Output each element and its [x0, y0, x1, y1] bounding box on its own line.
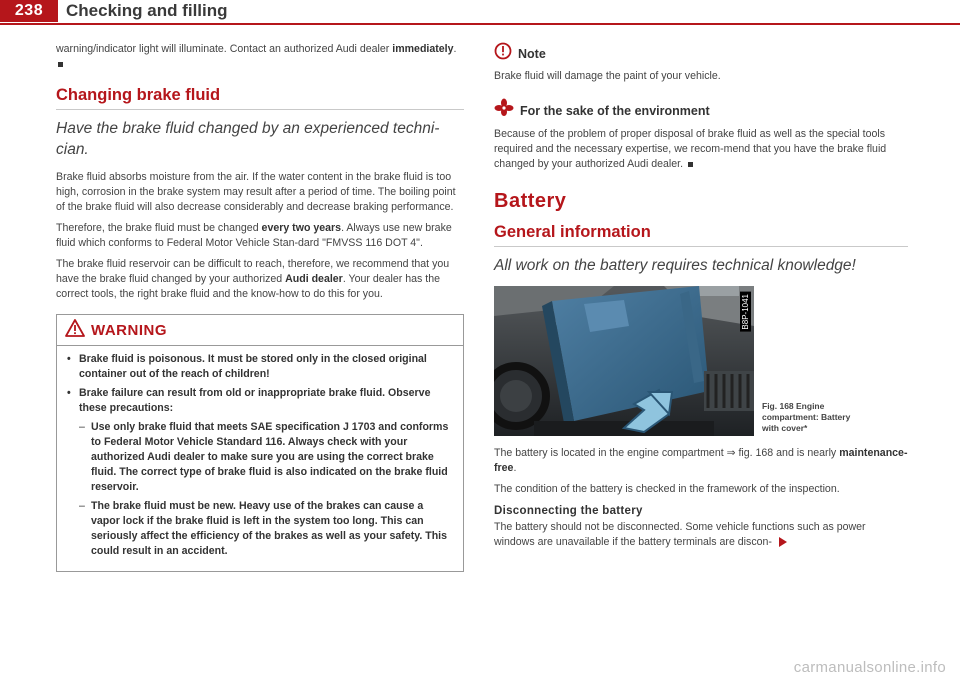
continue-arrow-icon: [779, 537, 787, 547]
figure-caption: Fig. 168 Engine compartment: Battery with cover*: [762, 401, 851, 433]
disconnecting-paragraph: The battery should not be disconnected. Some vehicle functions such as power windows are unavailable if the battery terminals are discon-: [494, 521, 866, 548]
lead-text: Have the brake fluid changed by an experienced techni-cian.: [56, 120, 440, 158]
left-column: [56, 42, 464, 572]
warning-dash-item: – Use only brake fluid that meets SAE specification J 1703 and conforms to Federal Motor Vehicle Standard 116. Always check with your authorized Audi dealer to make sure you are using the correct brake fluid. The correct type of brake fluid is also indicated on the brake fluid reservoir.: [79, 421, 449, 493]
battery-lead-text: All work on the battery requires technical knowledge!: [494, 257, 856, 274]
engine-compartment-photo: [494, 286, 754, 436]
warning-dash-item: – The brake fluid must be new. Heavy use of the brakes can cause a vapor lock if the brake fluid is left in the system too long. This can seriously affect the efficiency of the brakes as well as your safety. This could result in an accident.: [79, 500, 448, 557]
heading-rule: [494, 246, 908, 247]
end-mark: [688, 162, 693, 167]
battery-location-paragraph: The battery is located in the engine compartment ⇒ fig. 168 and is nearly maintenance-free.: [494, 447, 908, 474]
warning-header: [57, 315, 463, 346]
note-header: [494, 42, 908, 65]
heading-rule: [56, 109, 464, 110]
warning-bullet: • Brake failure can result from old or inappropriate brake fluid. Observe these precautions:: [67, 387, 431, 414]
paragraph-moisture: Brake fluid absorbs moisture from the air. If the water content in the brake fluid is too high, corrosion in the brake system may result after a period of time. The boiling point of the brake fluid will also decrease considerably and decrease braking performance.: [56, 171, 456, 213]
note-circle-icon: [494, 42, 512, 65]
intro-paragraph: warning/indicator light will illuminate. Contact an authorized Audi dealer immediately.: [56, 42, 464, 72]
section-title: Checking and filling: [66, 1, 228, 20]
watermark: carmanualsonline.info: [793, 659, 946, 676]
battery-heading: Battery: [494, 190, 567, 212]
warning-bullet: • Brake fluid is poisonous. It must be stored only in the closed original container out of the reach of children!: [67, 353, 427, 380]
disconnecting-battery-heading: Disconnecting the battery: [494, 505, 643, 517]
right-column: [494, 42, 908, 556]
header-rule: [0, 23, 960, 25]
environment-text: Because of the problem of proper disposal of brake fluid as well as the special tools required and the necessary expertise, we recom-mend that you have the brake fluid changed by your authorized Audi dealer.: [494, 128, 887, 170]
figure-168: [494, 286, 908, 436]
leaf-icon: [494, 98, 514, 123]
warning-title: WARNING: [91, 322, 167, 339]
general-information-heading: General information: [494, 223, 651, 241]
figure-reference-link[interactable]: ⇒ fig. 168: [726, 447, 774, 459]
note-text: Brake fluid will damage the paint of your vehicle.: [494, 70, 721, 82]
figure-code: B8P-1041: [741, 294, 750, 330]
battery-condition-paragraph: The condition of the battery is checked in the framework of the inspection.: [494, 483, 840, 495]
warning-triangle-icon: [65, 319, 85, 342]
page-number: 238: [0, 0, 58, 22]
warning-body: [57, 346, 463, 571]
end-mark: [58, 62, 63, 67]
environment-title: For the sake of the environment: [520, 103, 710, 118]
warning-box: [56, 314, 464, 572]
changing-brake-fluid-heading: Changing brake fluid: [56, 86, 221, 104]
note-title: Note: [518, 46, 546, 61]
paragraph-reservoir: The brake fluid reservoir can be difficult to reach, therefore, we recommend that you have the brake fluid changed by your authorized Audi dealer. Your dealer has the correct tools, the right brake fluid and the know-how to do this for you.: [56, 258, 450, 300]
environment-header: [494, 98, 908, 123]
paragraph-every-two-years: Therefore, the brake fluid must be changed every two years. Always use new brake fluid which conforms to Federal Motor Vehicle Stan-dard "FMVSS 116 DOT 4".: [56, 222, 452, 249]
